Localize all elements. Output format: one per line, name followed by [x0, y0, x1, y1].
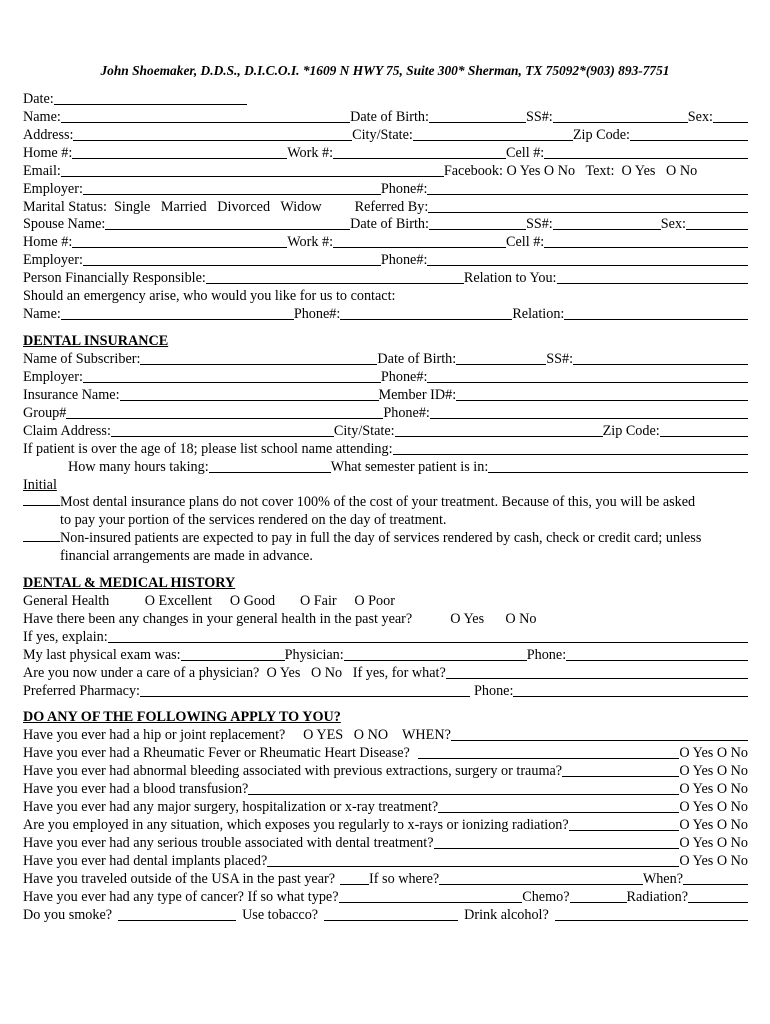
row-phones: [23, 142, 748, 160]
ins-employer-field[interactable]: [83, 369, 381, 383]
row-name: [23, 106, 748, 124]
claim-zip-field[interactable]: [660, 423, 748, 437]
row-spouse-phones: [23, 231, 748, 249]
responsible-field[interactable]: [206, 270, 464, 284]
rheumatic-field[interactable]: [418, 745, 680, 759]
practice-header: John Shoemaker, D.D.S., D.I.C.O.I. *1609 N HWY 75, Suite 300* Sherman, TX 75092*(903) 893-7751: [100, 63, 670, 78]
marital-status-options[interactable]: Marital Status: Single Married Divorced Widow: [23, 198, 322, 215]
transfusion-options[interactable]: O Yes O No: [679, 780, 748, 797]
address-label: Address:: [23, 126, 74, 143]
physician-phone-field[interactable]: [566, 647, 748, 661]
row-cancer: [23, 886, 748, 904]
row-address: [23, 124, 748, 142]
insurance-name-field[interactable]: [120, 387, 379, 401]
insurance-note-2: [23, 528, 748, 566]
referred-by-label: Referred By:: [354, 198, 429, 215]
row-habits: [23, 904, 748, 922]
initial-field-2[interactable]: [23, 528, 60, 542]
row-responsible: [23, 267, 748, 285]
city-state-label: City/State:: [352, 126, 413, 143]
employer-field[interactable]: [83, 181, 381, 195]
smoke-field[interactable]: [118, 907, 236, 921]
subscriber-label: Name of Subscriber:: [23, 350, 141, 367]
travel-where-field[interactable]: [439, 871, 643, 885]
transfusion-question: Have you ever had a blood transfusion?: [23, 780, 249, 797]
name-field[interactable]: [61, 109, 350, 123]
travel-field[interactable]: [340, 871, 369, 885]
insurance-name-label: Insurance Name:: [23, 386, 120, 403]
ins-employer-phone-field[interactable]: [427, 369, 748, 383]
insurance-note-1: [23, 492, 748, 530]
physician-field[interactable]: [344, 647, 527, 661]
pharmacy-field[interactable]: [140, 683, 470, 697]
bleeding-question: Have you ever had abnormal bleeding associated with previous extractions, surgery or trauma?: [23, 762, 563, 779]
pharmacy-label: Preferred Pharmacy:: [23, 682, 140, 699]
row-q2: [23, 742, 748, 760]
bleeding-options[interactable]: O Yes O No: [679, 762, 748, 779]
emergency-phone-label: Phone#:: [293, 305, 341, 322]
subscriber-dob-label: Date of Birth:: [377, 350, 457, 367]
ss-label: SS#:: [525, 108, 553, 125]
implants-options[interactable]: O Yes O No: [679, 852, 748, 869]
name-label: Name:: [23, 108, 61, 125]
alcohol-label: Drink alcohol?: [464, 906, 549, 923]
spouse-ss-label: SS#:: [525, 215, 553, 232]
row-date: [23, 88, 748, 106]
row-emergency: [23, 285, 748, 303]
travel-when-label: When?: [642, 870, 683, 887]
claim-address-field[interactable]: [111, 423, 334, 437]
ss-field[interactable]: [553, 109, 688, 123]
dental-insurance-heading: DENTAL INSURANCE: [23, 332, 169, 349]
claim-address-label: Claim Address:: [23, 422, 111, 439]
responsible-label: Person Financially Responsible:: [23, 269, 206, 286]
dental-trouble-question: Have you ever had any serious trouble associated with dental treatment?: [23, 834, 434, 851]
emergency-relation-field[interactable]: [564, 306, 748, 320]
ins-employer-phone-label: Phone#:: [380, 368, 428, 385]
spouse-sex-field[interactable]: [686, 216, 748, 230]
semester-label: What semester patient is in:: [330, 458, 489, 475]
subscriber-ss-field[interactable]: [573, 351, 748, 365]
note-2-line-1: Non-insured patients are expected to pay in full the day of services rendered by cash, check or credit card; unless: [60, 530, 702, 546]
row-hours: [23, 456, 748, 474]
row-subscriber: [23, 348, 748, 366]
group-phone-field[interactable]: [430, 405, 748, 419]
school-field[interactable]: [393, 441, 748, 455]
hours-field[interactable]: [209, 459, 331, 473]
last-exam-field[interactable]: [181, 647, 285, 661]
spouse-employer-field[interactable]: [83, 252, 381, 266]
school-label: If patient is over the age of 18; please list school name attending:: [23, 440, 393, 457]
group-label: Group#: [23, 404, 67, 421]
member-id-field[interactable]: [456, 387, 748, 401]
row-group: [23, 402, 748, 420]
spouse-cell-field[interactable]: [544, 234, 748, 248]
emergency-name-field[interactable]: [61, 306, 294, 320]
row-spouse: [23, 213, 748, 231]
claim-zip-label: Zip Code:: [602, 422, 660, 439]
cancer-question: Have you ever had any type of cancer? If so what type?: [23, 888, 339, 905]
row-insurance-title: [23, 330, 748, 348]
relation-field[interactable]: [557, 270, 749, 284]
home-phone-label: Home #:: [23, 144, 73, 161]
spouse-home-label: Home #:: [23, 233, 73, 250]
row-pharmacy: [23, 680, 748, 698]
travel-question: Have you traveled outside of the USA in the past year?: [23, 870, 336, 887]
travel-where-label: If so where?: [369, 870, 440, 887]
spouse-name-label: Spouse Name:: [23, 215, 106, 232]
email-field[interactable]: [61, 163, 444, 177]
row-ins-employer: [23, 366, 748, 384]
claim-city-field[interactable]: [395, 423, 603, 437]
surgery-field[interactable]: [438, 799, 679, 813]
under-care-field[interactable]: [446, 665, 748, 679]
row-apply-title: [23, 706, 748, 724]
physician-phone-label: Phone:: [526, 646, 567, 663]
dob-field[interactable]: [429, 109, 526, 123]
work-phone-field[interactable]: [333, 145, 506, 159]
spouse-dob-field[interactable]: [429, 216, 526, 230]
employer-phone-field[interactable]: [427, 181, 748, 195]
row-marital: [23, 196, 748, 214]
date-label: Date:: [23, 90, 54, 107]
row-explain: [23, 626, 748, 644]
ins-employer-label: Employer:: [23, 368, 83, 385]
referred-by-field[interactable]: [428, 199, 748, 213]
spouse-name-field[interactable]: [105, 216, 350, 230]
emergency-phone-field[interactable]: [340, 306, 512, 320]
tobacco-field[interactable]: [324, 907, 458, 921]
radiation-exposure-options[interactable]: O Yes O No: [679, 816, 748, 833]
employer-label: Employer:: [23, 180, 83, 197]
zip-label: Zip Code:: [572, 126, 630, 143]
pharmacy-phone-field[interactable]: [513, 683, 748, 697]
subscriber-field[interactable]: [140, 351, 377, 365]
implants-field[interactable]: [267, 853, 679, 867]
note-2-line-2: financial arrangements are made in advance.: [60, 547, 313, 564]
facebook-text-options[interactable]: Facebook: O Yes O No Text: O Yes O No: [443, 162, 698, 179]
employer-phone-label: Phone#:: [380, 180, 428, 197]
member-id-label: Member ID#:: [378, 386, 457, 403]
spouse-cell-label: Cell #:: [506, 233, 545, 250]
spouse-phone-field[interactable]: [427, 252, 748, 266]
row-q8: [23, 850, 748, 868]
tobacco-label: Use tobacco?: [242, 906, 319, 923]
radiation-exposure-field[interactable]: [569, 817, 680, 831]
travel-when-field[interactable]: [683, 871, 748, 885]
row-spouse-employer: [23, 249, 748, 267]
spouse-sex-label: Sex:: [660, 215, 686, 232]
rheumatic-question: Have you ever had a Rheumatic Fever or Rheumatic Heart Disease?: [23, 744, 410, 761]
pharmacy-phone-label: Phone:: [474, 682, 514, 699]
row-last-exam: [23, 644, 748, 662]
sex-field[interactable]: [713, 109, 748, 123]
row-travel: [23, 868, 748, 886]
chemo-label: Chemo?: [522, 888, 570, 905]
alcohol-field[interactable]: [555, 907, 748, 921]
home-phone-field[interactable]: [72, 145, 287, 159]
row-initial: [23, 474, 748, 492]
cell-phone-label: Cell #:: [506, 144, 545, 161]
row-under-care: [23, 662, 748, 680]
subscriber-ss-label: SS#:: [546, 350, 574, 367]
chemo-field[interactable]: [570, 889, 627, 903]
email-label: Email:: [23, 162, 61, 179]
row-email: [23, 160, 748, 178]
dental-trouble-field[interactable]: [434, 835, 680, 849]
date-field[interactable]: [54, 91, 247, 105]
surgery-question: Have you ever had any major surgery, hospitalization or x-ray treatment?: [23, 798, 439, 815]
cancer-type-field[interactable]: [339, 889, 523, 903]
spouse-work-label: Work #:: [287, 233, 334, 250]
group-phone-label: Phone#:: [383, 404, 430, 421]
claim-city-label: City/State:: [333, 422, 395, 439]
spouse-home-field[interactable]: [72, 234, 287, 248]
spouse-dob-label: Date of Birth:: [350, 215, 429, 232]
hours-label: How many hours taking:: [68, 458, 209, 475]
semester-field[interactable]: [488, 459, 748, 473]
row-q6: [23, 814, 748, 832]
spouse-work-field[interactable]: [333, 234, 506, 248]
row-history-title: [23, 572, 748, 590]
row-q5: [23, 796, 748, 814]
implants-question: Have you ever had dental implants placed?: [23, 852, 268, 869]
row-claim: [23, 420, 748, 438]
physician-label: Physician:: [284, 646, 344, 663]
row-employer: [23, 178, 748, 196]
apply-heading: DO ANY OF THE FOLLOWING APPLY TO YOU?: [23, 708, 341, 725]
zip-field[interactable]: [630, 127, 748, 141]
spouse-phone-label: Phone#:: [380, 251, 428, 268]
dental-trouble-options[interactable]: O Yes O No: [679, 834, 748, 851]
note-1-line-2: to pay your portion of the services rendered on the day of treatment.: [60, 511, 447, 528]
sex-label: Sex:: [687, 108, 713, 125]
bleeding-field[interactable]: [562, 763, 679, 777]
row-q7: [23, 832, 748, 850]
emergency-prompt: Should an emergency arise, who would you like for us to contact:: [23, 287, 396, 304]
spouse-ss-field[interactable]: [553, 216, 661, 230]
row-school: [23, 438, 748, 456]
row-health-changes: [23, 608, 748, 626]
row-q1: [23, 724, 748, 742]
subscriber-dob-field[interactable]: [456, 351, 546, 365]
note-1-line-1: Most dental insurance plans do not cover 100% of the cost of your treatment. Because of this, you will be asked: [60, 494, 696, 510]
city-state-field[interactable]: [413, 127, 573, 141]
health-changes-options[interactable]: O Yes O No: [450, 610, 537, 627]
radiation-label: Radiation?: [626, 888, 688, 905]
explain-label: If yes, explain:: [23, 628, 108, 645]
group-field[interactable]: [66, 405, 383, 419]
health-changes-question: Have there been any changes in your general health in the past year?: [23, 610, 413, 627]
emergency-relation-label: Relation:: [512, 305, 565, 322]
medical-history-heading: DENTAL & MEDICAL HISTORY: [23, 574, 236, 591]
address-field[interactable]: [73, 127, 352, 141]
spouse-employer-label: Employer:: [23, 251, 83, 268]
hip-replacement-when-field[interactable]: [451, 727, 748, 741]
explain-field[interactable]: [108, 629, 748, 643]
emergency-name-label: Name:: [23, 305, 61, 322]
transfusion-field[interactable]: [248, 781, 679, 795]
radiation-exposure-question: Are you employed in any situation, which exposes you regularly to x-rays or ionizing radiation?: [23, 816, 569, 833]
initial-heading: Initial: [23, 476, 57, 493]
hip-replacement-question[interactable]: Have you ever had a hip or joint replacement? O YES O NO WHEN?: [23, 726, 451, 743]
work-phone-label: Work #:: [287, 144, 334, 161]
initial-field-1[interactable]: [23, 492, 60, 506]
smoke-label: Do you smoke?: [23, 906, 113, 923]
last-exam-label: My last physical exam was:: [23, 646, 181, 663]
general-health-options[interactable]: General Health O Excellent O Good O Fair O Poor: [23, 592, 395, 609]
row-q3: [23, 760, 748, 778]
under-care-question[interactable]: Are you now under a care of a physician? O Yes O No If yes, for what?: [23, 664, 446, 681]
relation-label: Relation to You:: [463, 269, 557, 286]
dob-label: Date of Birth:: [350, 108, 429, 125]
row-emergency-contact: [23, 303, 748, 321]
row-general-health: [23, 590, 748, 608]
cell-phone-field[interactable]: [544, 145, 748, 159]
row-ins-name: [23, 384, 748, 402]
rheumatic-options[interactable]: O Yes O No: [679, 744, 748, 761]
radiation-field[interactable]: [688, 889, 748, 903]
row-q4: [23, 778, 748, 796]
surgery-options[interactable]: O Yes O No: [679, 798, 748, 815]
